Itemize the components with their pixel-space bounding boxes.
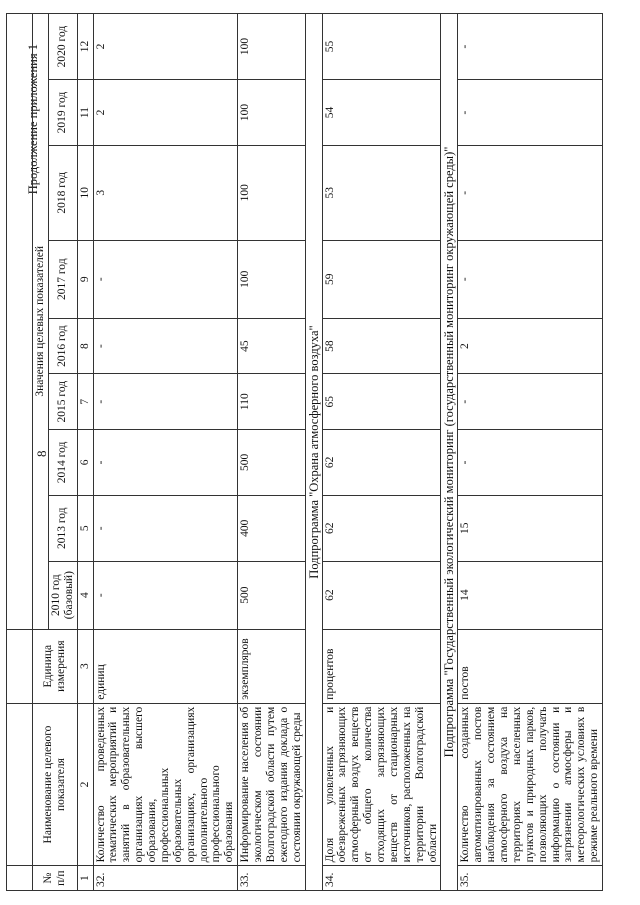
value-cell: - — [93, 318, 238, 374]
header-base-year: 2010 год (базовый) — [48, 561, 77, 629]
value-cell: 2 — [93, 14, 238, 80]
header-year: 2019 год — [48, 80, 77, 146]
header-year: 2014 год — [48, 429, 77, 495]
value-cell: - — [93, 240, 238, 318]
value-cell: - — [93, 374, 238, 430]
value-cell: 100 — [238, 240, 305, 318]
value-cell: 100 — [238, 80, 305, 146]
row-number: 34. — [322, 866, 441, 891]
index-cell: 2 — [77, 703, 93, 866]
header-unit: Единица измерения — [33, 629, 78, 703]
index-cell: 7 — [77, 374, 93, 430]
indicator-unit: единиц — [93, 629, 238, 703]
value-cell: 2 — [458, 318, 603, 374]
table-row — [238, 14, 305, 891]
value-cell: - — [458, 374, 603, 430]
header-year: 2017 год — [48, 240, 77, 318]
header-year: 2018 год — [48, 145, 77, 240]
value-cell: - — [93, 561, 238, 629]
index-cell: 1 — [77, 866, 93, 891]
page-number: 8 — [34, 450, 49, 457]
value-cell: 62 — [322, 561, 441, 629]
value-cell: - — [458, 429, 603, 495]
value-cell: 2 — [93, 80, 238, 146]
header-year: 2013 год — [48, 495, 77, 561]
value-cell: 400 — [238, 495, 305, 561]
indicator-unit: экземпляров — [238, 629, 305, 703]
header-num: № п/п — [33, 866, 78, 891]
indicators-table — [6, 13, 603, 891]
indicator-unit: процентов — [322, 629, 441, 703]
value-cell: - — [458, 80, 603, 146]
header-year: 2016 год — [48, 318, 77, 374]
subprogram-title: Подпрограмма "Охрана атмосферного воздуха" — [305, 14, 322, 891]
header-name: Наименование целевого показателя — [33, 703, 78, 866]
value-cell: 14 — [458, 561, 603, 629]
header-group: Значения целевых показателей — [33, 14, 49, 630]
index-cell: 12 — [77, 14, 93, 80]
value-cell: 3 — [93, 145, 238, 240]
table-row — [458, 14, 603, 891]
value-cell: 53 — [322, 145, 441, 240]
value-cell: 55 — [322, 14, 441, 80]
value-cell: - — [458, 14, 603, 80]
index-cell: 8 — [77, 318, 93, 374]
value-cell: - — [93, 495, 238, 561]
table-row — [322, 14, 441, 891]
header-year: 2020 год — [48, 14, 77, 80]
index-cell: 6 — [77, 429, 93, 495]
index-cell: 10 — [77, 145, 93, 240]
value-cell: - — [93, 429, 238, 495]
indicator-name: Количество проведенных тематических мероприятий и занятий в образовательных организациях высшего образования, профессиональных образовательных организациях, организациях дополнительного профессионального образования — [93, 703, 238, 866]
value-cell: 58 — [322, 318, 441, 374]
index-cell: 3 — [77, 629, 93, 703]
index-cell: 9 — [77, 240, 93, 318]
value-cell: 62 — [322, 495, 441, 561]
index-cell: 11 — [77, 80, 93, 146]
table-row — [93, 14, 238, 891]
index-row — [77, 14, 93, 891]
value-cell: - — [458, 240, 603, 318]
value-cell: 54 — [322, 80, 441, 146]
header-row-1 — [33, 14, 49, 891]
row-number: 32. — [93, 866, 238, 891]
indicator-name: Доля уловленных и обезвреженных загрязняющих атмосферный воздух веществ от общего количества отходящих загрязняющих веществ от стационарных источников, расположенных на территории Волгоградской области — [322, 703, 441, 866]
value-cell: 500 — [238, 429, 305, 495]
value-cell: 65 — [322, 374, 441, 430]
value-cell: 100 — [238, 145, 305, 240]
value-cell: - — [458, 145, 603, 240]
appendix-caption: Продолжение приложения 1 — [26, 44, 40, 195]
value-cell: 45 — [238, 318, 305, 374]
subprogram-heading-row — [441, 14, 458, 891]
row-number: 35. — [458, 866, 603, 891]
value-cell: 100 — [238, 14, 305, 80]
subprogram-title: Подпрограмма "Государственный экологический мониторинг (государственный мониторинг окружающей среды)" — [441, 14, 458, 891]
value-cell: 15 — [458, 495, 603, 561]
value-cell: 59 — [322, 240, 441, 318]
indicator-unit: постов — [458, 629, 603, 703]
row-number: 33. — [238, 866, 305, 891]
value-cell: 62 — [322, 429, 441, 495]
subprogram-heading-row — [305, 14, 322, 891]
index-cell: 5 — [77, 495, 93, 561]
indicator-name: Информирование населения об экологическом состоянии Волгоградской области путем ежегодного издания доклада о состоянии окружающей среды — [238, 703, 305, 866]
value-cell: 500 — [238, 561, 305, 629]
indicator-name: Количество созданных автоматизированных постов наблюдения за состоянием атмосферного воздуха на территориях населенных пунктов и природных парков, позволяющих получать информацию о состоянии и загрязнении атмосферы и метеорологических условиях в режиме реального времени — [458, 703, 603, 866]
index-cell: 4 — [77, 561, 93, 629]
header-year: 2015 год — [48, 374, 77, 430]
value-cell: 110 — [238, 374, 305, 430]
